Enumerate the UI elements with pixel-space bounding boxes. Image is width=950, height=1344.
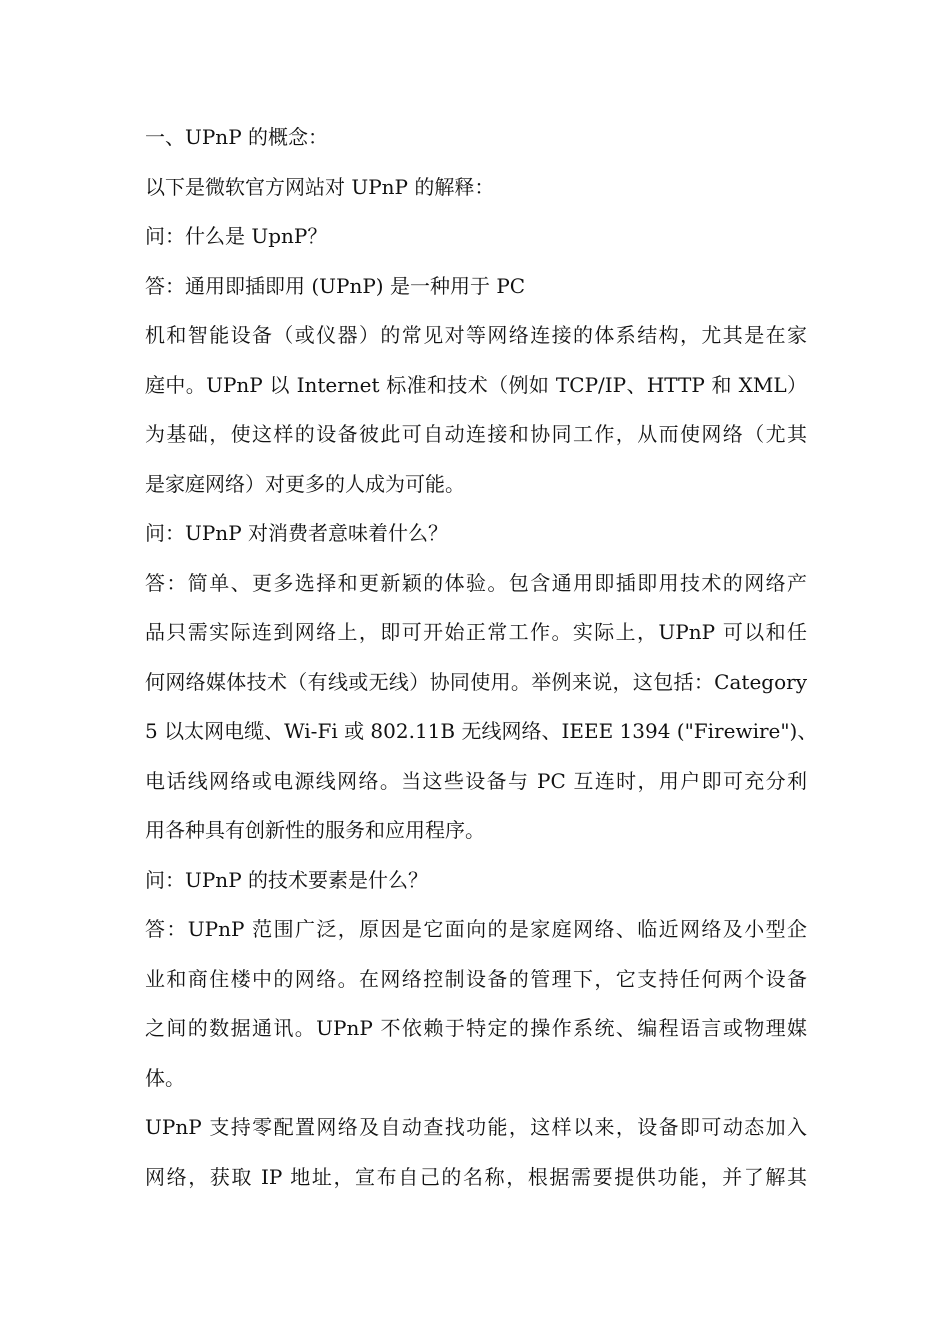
answer-line: 之间的数据通讯。UPnP 不依赖于特定的操作系统、编程语言或物理媒 [145, 1016, 807, 1040]
answer-line: 5 以太网电缆、Wi-Fi 或 802.11B 无线网络、IEEE 1394 ("Firewire")、 [145, 719, 818, 743]
paragraph-line: 网络，获取 IP 地址，宣布自己的名称，根据需要提供功能，并了解其 [145, 1164, 807, 1189]
answer-line: 庭中。UPnP 以 Internet 标准和技术（例如 TCP/IP、HTTP 和 XML） [145, 372, 807, 397]
question-line: 问：UPnP 对消费者意味着什么？ [145, 521, 449, 545]
answer-line: 用各种具有创新性的服务和应用程序。 [145, 818, 485, 842]
answer-line: 电话线网络或电源线网络。当这些设备与 PC 互连时，用户即可充分利 [145, 768, 807, 793]
answer-line: 品只需实际连到网络上，即可开始正常工作。实际上，UPnP 可以和任 [145, 620, 807, 644]
answer-line: 业和商住楼中的网络。在网络控制设备的管理下，它支持任何两个设备 [145, 966, 807, 991]
answer-line: 答：简单、更多选择和更新颖的体验。包含通用即插即用技术的网络产 [145, 570, 807, 595]
paragraph-line: UPnP 支持零配置网络及自动查找功能，这样以来，设备即可动态加入 [145, 1115, 807, 1139]
question-line: 问：什么是 UpnP？ [145, 224, 328, 248]
answer-line: 为基础，使这样的设备彼此可自动连接和协同工作，从而使网络（尤其 [145, 422, 807, 446]
answer-line: 是家庭网络）对更多的人成为可能。 [145, 471, 465, 496]
document-body [145, 113, 818, 1202]
paragraph-line: 以下是微软官方网站对 UPnP 的解释： [145, 174, 495, 199]
answer-line: 何网络媒体技术（有线或无线）协同使用。举例来说，这包括：Category [145, 669, 807, 694]
answer-line: 体。 [145, 1065, 185, 1090]
answer-line: 机和智能设备（或仪器）的常见对等网络连接的体系结构，尤其是在家 [145, 323, 807, 347]
answer-line: 答：UPnP 范围广泛，原因是它面向的是家庭网络、临近网络及小型企 [145, 917, 807, 941]
question-line: 问：UPnP 的技术要素是什么？ [145, 867, 429, 892]
section-heading: 一、UPnP 的概念： [145, 125, 329, 149]
answer-line: 答：通用即插即用 (UPnP) 是一种用于 PC [145, 273, 526, 298]
